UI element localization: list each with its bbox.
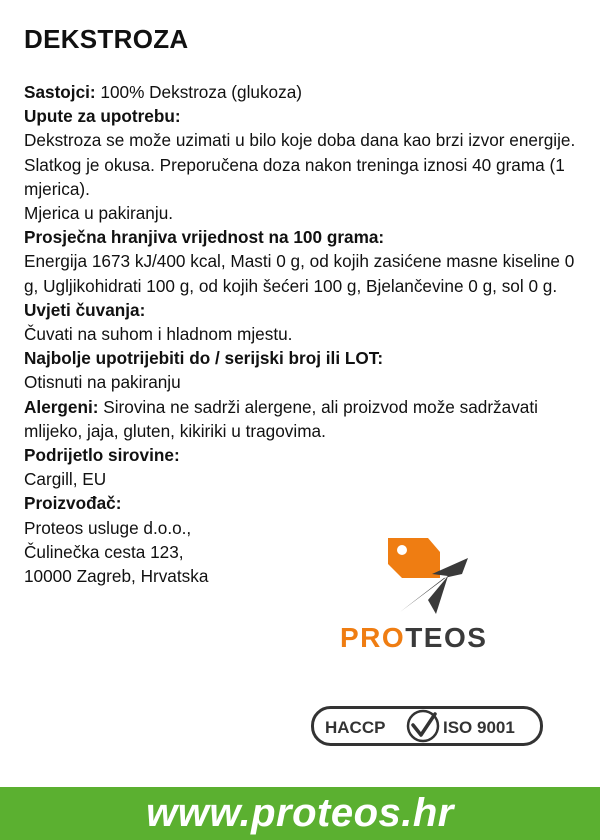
nutrition-label: Prosječna hranjiva vrijednost na 100 grama: [24, 227, 385, 248]
manufacturer-label: Proizvođač: [24, 493, 122, 514]
brand-name-teos: TEOS [405, 622, 488, 653]
storage-label: Uvjeti čuvanja: [24, 299, 146, 320]
usage-text: Dekstroza se može uzimati u bilo koje doba dana kao brzi izvor energije. Slatkog je okusa. Preporučena doza nakon treninga iznosi 40 grama (1 mjerica). [24, 130, 576, 199]
website-url[interactable]: www.proteos.hr [146, 791, 454, 835]
allergens-text: Sirovina ne sadrži alergene, ali proizvod može sadržavati mlijeko, jaja, gluten, kikiriki u tragovima. [24, 396, 538, 441]
certification-badge [311, 706, 543, 746]
manufacturer-line-1: Proteos usluge d.o.o., [24, 517, 192, 538]
usage-label: Upute za upotrebu: [24, 106, 181, 127]
best-before-label: Najbolje upotrijebiti do / serijski broj ili LOT: [24, 348, 384, 369]
footer-bar [0, 787, 600, 840]
allergens-row [24, 395, 580, 443]
best-before-text: Otisnuti na pakiranju [24, 372, 181, 393]
usage-note: Mjerica u pakiranju. [24, 203, 174, 224]
ingredients-value: 100% Dekstroza (glukoza) [95, 82, 302, 102]
ingredients-label: Sastojci: [24, 82, 96, 102]
allergens-label: Alergeni: [24, 396, 99, 417]
label-body [24, 80, 580, 588]
origin-label: Podrijetlo sirovine: [24, 445, 180, 466]
iso-text: ISO 9001 [443, 718, 515, 737]
checkmark-icon [408, 711, 438, 741]
product-title: DEKSTROZA [24, 24, 189, 54]
brand-name-pro: PRO [340, 622, 406, 653]
storage-text: Čuvati na suhom i hladnom mjestu. [24, 324, 293, 345]
origin-text: Cargill, EU [24, 469, 107, 490]
manufacturer-line-3: 10000 Zagreb, Hrvatska [24, 566, 209, 587]
haccp-text: HACCP [325, 718, 386, 737]
manufacturer-line-2: Čulinečka cesta 123, [24, 541, 184, 562]
brand-name [340, 622, 487, 654]
ingredients-row [24, 80, 580, 104]
nutrition-text: Energija 1673 kJ/400 kcal, Masti 0 g, od kojih zasićene masne kiseline 0 g, Ugljikohidrati 100 g, od kojih šećeri 100 g, Bjelančevine 0 g, sol 0 g. [24, 251, 575, 296]
